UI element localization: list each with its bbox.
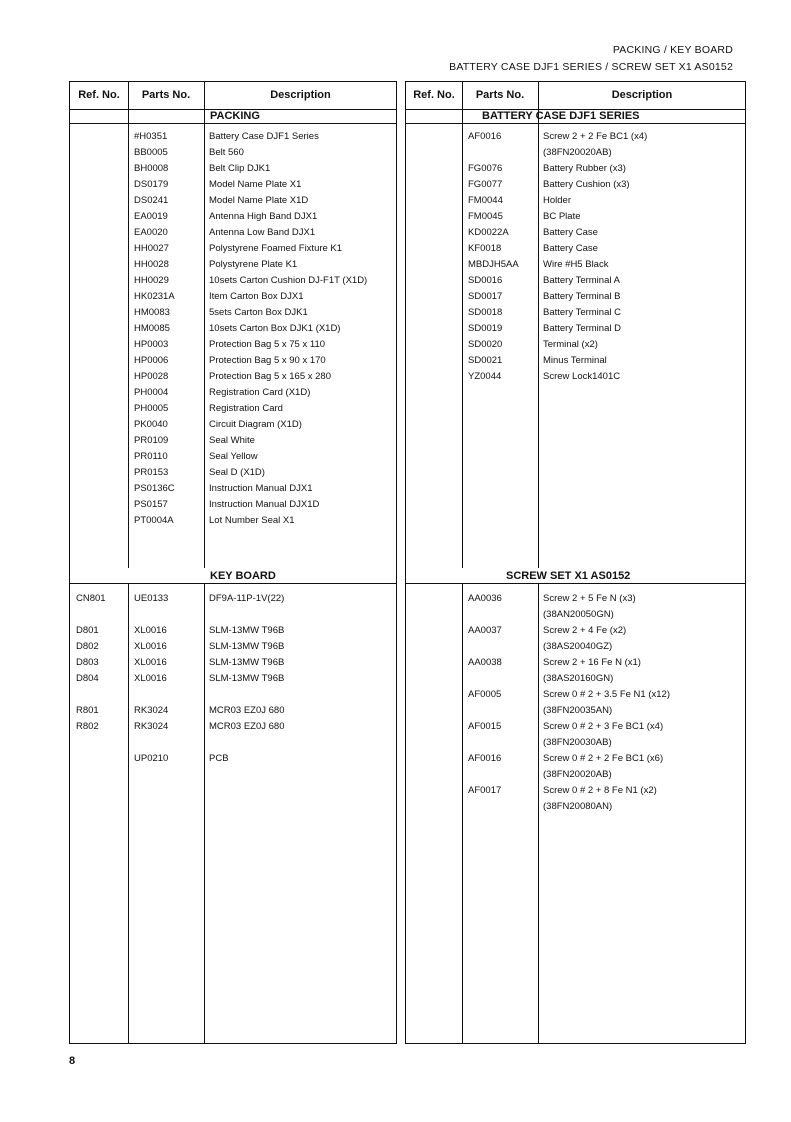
description-cell: Protection Bag 5 x 75 x 110 — [209, 339, 326, 350]
section-header-battery-case — [406, 109, 745, 124]
header-line-2: BATTERY CASE DJF1 SERIES / SCREW SET X1 AS0152 — [449, 61, 733, 73]
table-row — [406, 719, 745, 735]
part-number-cell: PR0110 — [134, 451, 168, 462]
table-row — [70, 177, 396, 193]
description-cell: Belt 560 — [209, 147, 244, 158]
ref-cell: D803 — [76, 657, 99, 668]
part-number-cell: UP0210 — [134, 753, 169, 764]
part-number-cell: DS0241 — [134, 195, 169, 206]
table-row — [406, 241, 745, 257]
part-number-cell: XL0016 — [134, 657, 167, 668]
description-cell: (38FN20030AB) — [543, 737, 612, 748]
col-header-parts: Parts No. — [462, 82, 538, 110]
description-cell: Battery Terminal A — [543, 275, 620, 286]
right-parts-table — [405, 81, 746, 1044]
description-cell: (38FN20020AB) — [543, 769, 612, 780]
part-number-cell: KF0018 — [468, 243, 502, 254]
table-row — [70, 289, 396, 305]
description-cell: Screw 2 + 2 Fe BC1 (x4) — [543, 131, 648, 142]
part-number-cell: SD0019 — [468, 323, 503, 334]
part-number-cell: AA0037 — [468, 625, 502, 636]
part-number-cell: AF0016 — [468, 753, 502, 764]
description-cell: Polystyrene Foamed Fixture K1 — [209, 243, 343, 254]
description-cell: Wire #H5 Black — [543, 259, 609, 270]
part-number-cell: SD0016 — [468, 275, 503, 286]
description-cell: Battery Terminal C — [543, 307, 621, 318]
description-cell: (38AS20160GN) — [543, 673, 614, 684]
description-cell: MCR03 EZ0J 680 — [209, 705, 285, 716]
section-header-packing — [70, 109, 396, 124]
ref-cell: D802 — [76, 641, 99, 652]
table-row — [406, 591, 745, 607]
part-number-cell: #H0351 — [134, 131, 168, 142]
part-number-cell: PR0109 — [134, 435, 169, 446]
table-row — [406, 783, 745, 799]
description-cell: DF9A-11P-1V(22) — [209, 593, 285, 604]
table-row — [406, 703, 745, 719]
part-number-cell: PK0040 — [134, 419, 168, 430]
part-number-cell: PH0004 — [134, 387, 169, 398]
table-row — [70, 655, 396, 671]
table-row — [70, 353, 396, 369]
screw-set-rows — [406, 591, 745, 815]
table-row — [70, 607, 396, 623]
header-line-1: PACKING / KEY BOARD — [612, 44, 733, 56]
table-row — [70, 735, 396, 751]
description-cell: 10sets Carton Cushion DJ-F1T (X1D) — [209, 275, 368, 286]
description-cell: Antenna Low Band DJX1 — [209, 227, 316, 238]
part-number-cell: DS0179 — [134, 179, 169, 190]
part-number-cell: YZ0044 — [468, 371, 502, 382]
description-cell: Seal Yellow — [209, 451, 258, 462]
table-row — [70, 369, 396, 385]
section-title: BATTERY CASE DJF1 SERIES — [482, 110, 640, 122]
part-number-cell: BB0005 — [134, 147, 168, 158]
table-row — [406, 145, 745, 161]
part-number-cell: SD0021 — [468, 355, 503, 366]
table-row — [406, 799, 745, 815]
section-header-keyboard — [70, 568, 396, 584]
table-row — [70, 225, 396, 241]
description-cell: Battery Case — [543, 227, 598, 238]
table-row — [70, 719, 396, 735]
part-number-cell: HH0027 — [134, 243, 169, 254]
description-cell: Lot Number Seal X1 — [209, 515, 295, 526]
table-row — [70, 273, 396, 289]
part-number-cell: RK3024 — [134, 705, 169, 716]
part-number-cell: KD0022A — [468, 227, 509, 238]
description-cell: Screw 0 # 2 + 8 Fe N1 (x2) — [543, 785, 657, 796]
description-cell: Battery Case DJF1 Series — [209, 131, 319, 142]
table-row — [406, 767, 745, 783]
table-row — [70, 209, 396, 225]
description-cell: Protection Bag 5 x 165 x 280 — [209, 371, 331, 382]
battery-case-rows — [406, 129, 745, 385]
table-row — [70, 385, 396, 401]
description-cell: Screw 0 # 2 + 3.5 Fe N1 (x12) — [543, 689, 670, 700]
table-row — [70, 257, 396, 273]
table-row — [406, 337, 745, 353]
description-cell: Polystyrene Plate K1 — [209, 259, 298, 270]
left-parts-table — [69, 81, 397, 1044]
description-cell: Battery Rubber (x3) — [543, 163, 626, 174]
part-number-cell: SD0017 — [468, 291, 503, 302]
table-row — [406, 193, 745, 209]
packing-rows — [70, 129, 396, 529]
section-title: PACKING — [210, 110, 260, 122]
description-cell: Battery Case — [543, 243, 598, 254]
table-row — [70, 449, 396, 465]
description-cell: SLM-13MW T96B — [209, 657, 285, 668]
part-number-cell: EA0020 — [134, 227, 168, 238]
table-row — [70, 401, 396, 417]
part-number-cell: HP0028 — [134, 371, 169, 382]
description-cell: Minus Terminal — [543, 355, 607, 366]
description-cell: Terminal (x2) — [543, 339, 598, 350]
table-row — [70, 305, 396, 321]
table-row — [406, 671, 745, 687]
description-cell: Belt Clip DJK1 — [209, 163, 271, 174]
description-cell: Screw 2 + 4 Fe (x2) — [543, 625, 627, 636]
table-row — [70, 129, 396, 145]
part-number-cell: AF0015 — [468, 721, 502, 732]
table-row — [406, 735, 745, 751]
part-number-cell: SD0020 — [468, 339, 503, 350]
part-number-cell: UE0133 — [134, 593, 169, 604]
description-cell: SLM-13MW T96B — [209, 641, 285, 652]
part-number-cell: HM0085 — [134, 323, 170, 334]
description-cell: Seal White — [209, 435, 255, 446]
table-row — [70, 337, 396, 353]
part-number-cell: PR0153 — [134, 467, 169, 478]
table-row — [406, 273, 745, 289]
table-row — [406, 687, 745, 703]
description-cell: Holder — [543, 195, 571, 206]
ref-cell: R802 — [76, 721, 99, 732]
part-number-cell: AF0005 — [468, 689, 502, 700]
description-cell: (38AN20050GN) — [543, 609, 614, 620]
description-cell: BC Plate — [543, 211, 581, 222]
table-row — [406, 257, 745, 273]
part-number-cell: PH0005 — [134, 403, 169, 414]
table-row — [406, 305, 745, 321]
part-number-cell: BH0008 — [134, 163, 169, 174]
description-cell: Battery Terminal D — [543, 323, 621, 334]
part-number-cell: AF0017 — [468, 785, 502, 796]
part-number-cell: PS0157 — [134, 499, 168, 510]
part-number-cell: FM0045 — [468, 211, 503, 222]
description-cell: SLM-13MW T96B — [209, 625, 285, 636]
part-number-cell: XL0016 — [134, 625, 167, 636]
part-number-cell: HK0231A — [134, 291, 175, 302]
table-row — [406, 751, 745, 767]
table-row — [406, 639, 745, 655]
part-number-cell: RK3024 — [134, 721, 169, 732]
description-cell: Screw Lock1401C — [543, 371, 621, 382]
col-header-desc: Description — [204, 82, 397, 110]
part-number-cell: PT0004A — [134, 515, 174, 526]
part-number-cell: FM0044 — [468, 195, 503, 206]
description-cell: Instruction Manual DJX1D — [209, 499, 320, 510]
description-cell: Screw 2 + 5 Fe N (x3) — [543, 593, 636, 604]
part-number-cell: SD0018 — [468, 307, 503, 318]
description-cell: Screw 0 # 2 + 2 Fe BC1 (x6) — [543, 753, 664, 764]
table-row — [406, 353, 745, 369]
table-row — [70, 687, 396, 703]
part-number-cell: XL0016 — [134, 641, 167, 652]
description-cell: Screw 2 + 16 Fe N (x1) — [543, 657, 641, 668]
table-row — [70, 465, 396, 481]
col-header-parts: Parts No. — [128, 82, 204, 110]
table-row — [70, 433, 396, 449]
description-cell: Registration Card (X1D) — [209, 387, 311, 398]
description-cell: Protection Bag 5 x 90 x 170 — [209, 355, 326, 366]
page-number: 8 — [69, 1055, 76, 1067]
part-number-cell: MBDJH5AA — [468, 259, 519, 270]
table-row — [70, 639, 396, 655]
part-number-cell: XL0016 — [134, 673, 167, 684]
part-number-cell: AA0038 — [468, 657, 502, 668]
col-header-ref: Ref. No. — [406, 82, 462, 110]
part-number-cell: HM0083 — [134, 307, 170, 318]
description-cell: Model Name Plate X1D — [209, 195, 309, 206]
table-row — [70, 671, 396, 687]
table-row — [406, 177, 745, 193]
part-number-cell: AA0036 — [468, 593, 502, 604]
description-cell: Screw 0 # 2 + 3 Fe BC1 (x4) — [543, 721, 664, 732]
description-cell: MCR03 EZ0J 680 — [209, 721, 285, 732]
part-number-cell: HP0006 — [134, 355, 169, 366]
part-number-cell: EA0019 — [134, 211, 168, 222]
description-cell: SLM-13MW T96B — [209, 673, 285, 684]
table-row — [406, 289, 745, 305]
part-number-cell: FG0076 — [468, 163, 503, 174]
keyboard-rows — [70, 591, 396, 767]
table-row — [406, 321, 745, 337]
table-row — [70, 321, 396, 337]
description-cell: (38FN20080AN) — [543, 801, 613, 812]
table-row — [406, 209, 745, 225]
table-row — [406, 655, 745, 671]
description-cell: PCB — [209, 753, 229, 764]
section-title: KEY BOARD — [210, 570, 276, 582]
description-cell: Registration Card — [209, 403, 283, 414]
section-title: SCREW SET X1 AS0152 — [506, 570, 631, 582]
ref-cell: CN801 — [76, 593, 106, 604]
table-row — [70, 241, 396, 257]
part-number-cell: HP0003 — [134, 339, 169, 350]
table-row — [70, 481, 396, 497]
part-number-cell: AF0016 — [468, 131, 502, 142]
table-row — [70, 417, 396, 433]
part-number-cell: FG0077 — [468, 179, 503, 190]
table-row — [406, 623, 745, 639]
table-row — [70, 161, 396, 177]
table-row — [70, 497, 396, 513]
description-cell: Item Carton Box DJX1 — [209, 291, 304, 302]
table-row — [406, 161, 745, 177]
description-cell: Seal D (X1D) — [209, 467, 265, 478]
part-number-cell: PS0136C — [134, 483, 175, 494]
description-cell: Instruction Manual DJX1 — [209, 483, 313, 494]
section-header-screw-set — [406, 568, 745, 584]
col-header-ref: Ref. No. — [70, 82, 128, 110]
ref-cell: R801 — [76, 705, 99, 716]
description-cell: Circuit Diagram (X1D) — [209, 419, 302, 430]
table-row — [70, 513, 396, 529]
description-cell: 5sets Carton Box DJK1 — [209, 307, 308, 318]
table-row — [406, 129, 745, 145]
description-cell: Battery Cushion (x3) — [543, 179, 630, 190]
description-cell: (38FN20020AB) — [543, 147, 612, 158]
table-row — [70, 623, 396, 639]
description-cell: Battery Terminal B — [543, 291, 621, 302]
description-cell: (38AS20040GZ) — [543, 641, 613, 652]
description-cell: 10sets Carton Box DJK1 (X1D) — [209, 323, 341, 334]
description-cell: Antenna High Band DJX1 — [209, 211, 318, 222]
description-cell: Model Name Plate X1 — [209, 179, 302, 190]
table-row — [406, 225, 745, 241]
ref-cell: D804 — [76, 673, 99, 684]
description-cell: (38FN20035AN) — [543, 705, 613, 716]
ref-cell: D801 — [76, 625, 99, 636]
table-row — [70, 145, 396, 161]
table-row — [70, 193, 396, 209]
table-row — [70, 703, 396, 719]
table-row — [406, 607, 745, 623]
table-row — [406, 369, 745, 385]
part-number-cell: HH0028 — [134, 259, 169, 270]
part-number-cell: HH0029 — [134, 275, 169, 286]
table-row — [70, 751, 396, 767]
col-header-desc: Description — [538, 82, 746, 110]
table-row — [70, 591, 396, 607]
